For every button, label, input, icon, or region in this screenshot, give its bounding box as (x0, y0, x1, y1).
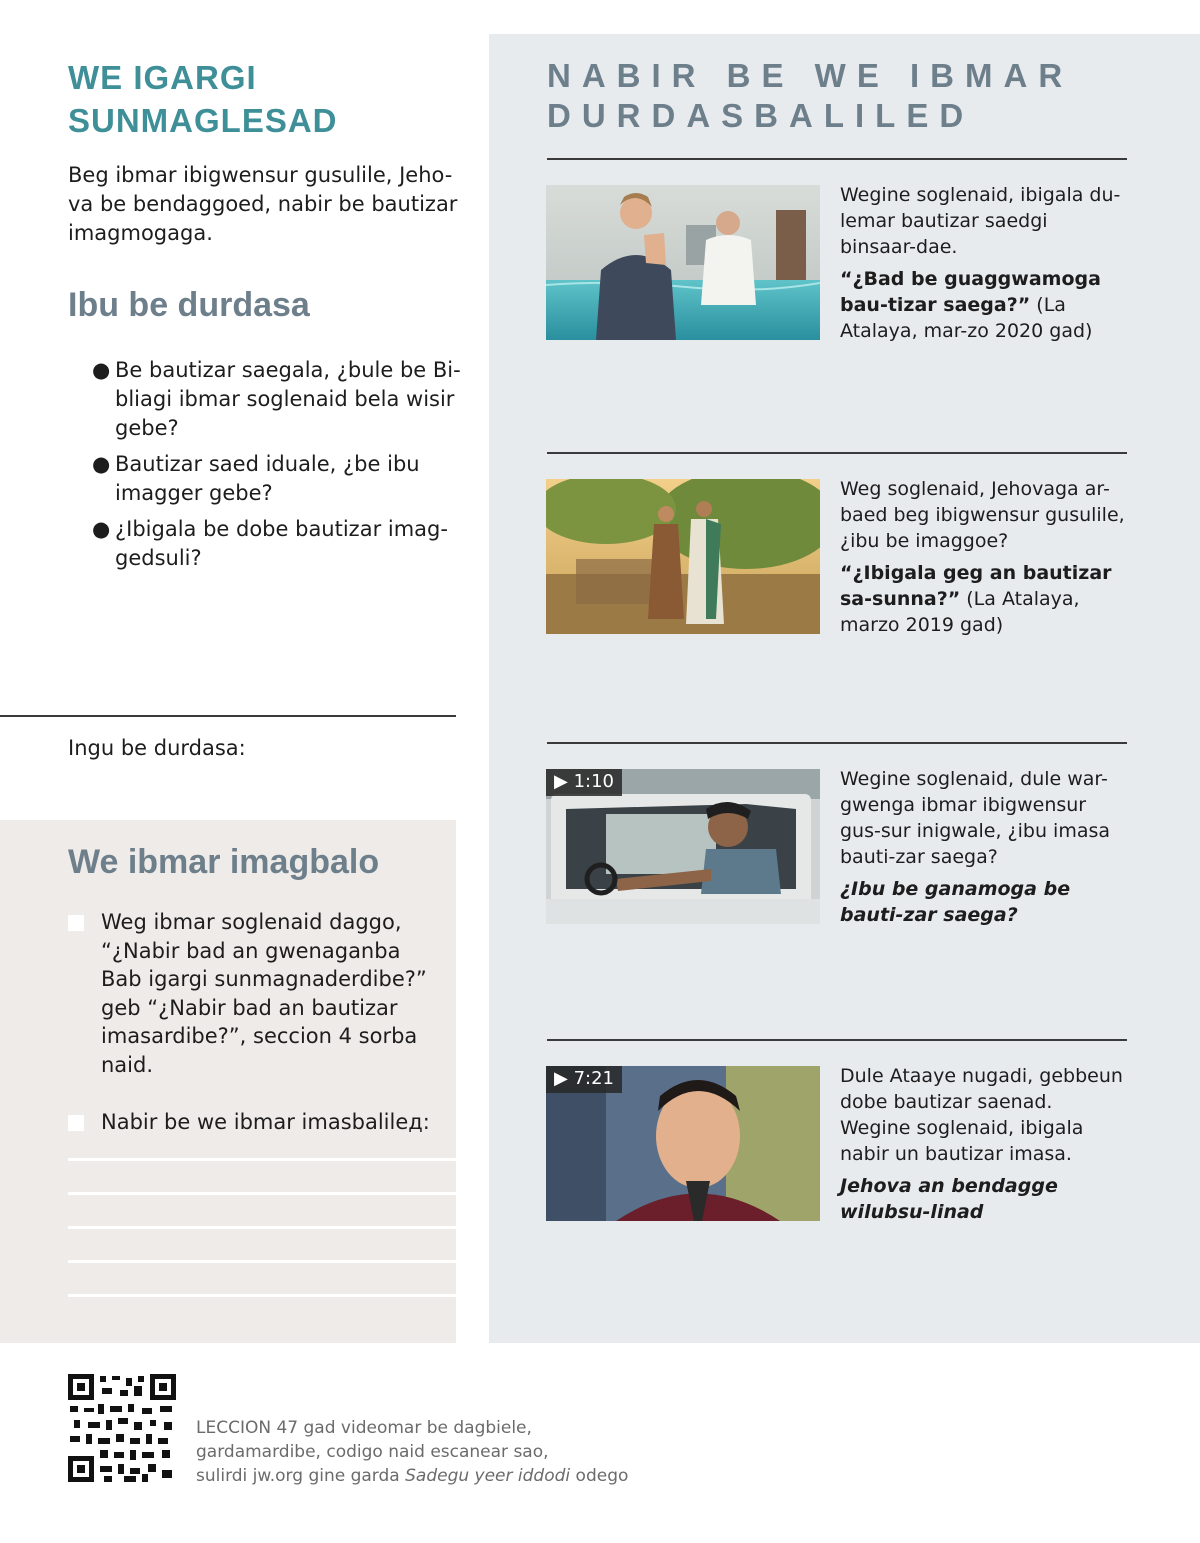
video-thumbnail-car[interactable] (546, 769, 820, 924)
review-questions (92, 356, 462, 580)
divider (547, 1039, 1127, 1041)
painting-illustration (546, 479, 820, 634)
video-duration: ▶ 7:21 (546, 1066, 622, 1093)
article-image-baptism[interactable] (546, 185, 820, 340)
video-duration: ▶ 1:10 (546, 769, 622, 796)
page-title-line1: WE IGARGI (68, 59, 257, 96)
divider (547, 742, 1127, 744)
writing-line[interactable] (68, 1260, 456, 1263)
page-title-line2: SUNMAGLESAD (68, 102, 338, 139)
video-card-1 (840, 766, 1125, 934)
article-card-2 (840, 476, 1125, 644)
writing-line[interactable] (68, 1158, 456, 1161)
divider (547, 452, 1127, 454)
card-description: Weg soglenaid, Jehovaga ar-baed beg ibigwensur gusulile, ¿ibu be imaggoe? (840, 478, 1125, 552)
video-card-2 (840, 1063, 1125, 1231)
writing-line[interactable] (68, 1294, 456, 1297)
task-heading: We ibmar imagbalo (68, 843, 380, 881)
divider (547, 158, 1127, 160)
task-item[interactable]: Nabir be we ibmar imasbalilед: (68, 1108, 438, 1137)
writing-line[interactable] (68, 1192, 456, 1195)
card-description: Dule Ataaye nugadi, gebbeun dobe bautizar saenad. Wegine soglenaid, ibigala nabir un bautizar imasa. (840, 1065, 1123, 1165)
review-heading: Ibu be durdasa (68, 286, 310, 324)
video-thumbnail-man[interactable] (546, 1066, 820, 1221)
card-description: Wegine soglenaid, ibigala du-lemar bautizar saedgi binsaar-dae. (840, 184, 1121, 258)
bullet-icon: ● (92, 358, 111, 382)
writing-line[interactable] (68, 1226, 456, 1229)
review-question: ● ¿Ibigala be dobe bautizar imag-gedsuli? (92, 517, 448, 570)
checkbox[interactable] (68, 1115, 84, 1131)
divider (0, 715, 456, 717)
article-card-1 (840, 182, 1125, 350)
checkbox[interactable] (68, 915, 84, 931)
task-item[interactable]: Weg ibmar soglenaid daggo, “¿Nabir bad an gwenaganba Bab igargi sunmagnaderdibe?” geb “¿Nabir bad an bautizar imasardibe?”, seccion 4 sorba naid. (68, 908, 438, 1079)
card-reference[interactable]: ¿Ibu be ganamoga be bauti-zar saega? (840, 878, 1071, 926)
article-image-painting[interactable] (546, 479, 820, 634)
right-title-line2: DURDASBALILED (547, 97, 975, 134)
bullet-icon: ● (92, 452, 111, 476)
other-question-label: Ingu be durdasa: (68, 736, 246, 760)
card-description: Wegine soglenaid, dule war-gwenga ibmar ibigwensur gus-sur inigwale, ¿ibu imasa bauti-zar saega? (840, 768, 1111, 868)
right-title (547, 56, 1167, 136)
footer-note: LECCION 47 gad videomar be dagbiele, gardamardibe, codigo naid escanear sao, sulirdi jw.org gine garda Sadegu yeer iddodi odego (196, 1418, 629, 1486)
bullet-icon: ● (92, 517, 111, 541)
task-checklist (68, 908, 438, 1166)
review-question: ● Be bautizar saegala, ¿bule be Bi-bliagi ibmar soglenaid bela wisir gebe? (92, 358, 461, 440)
card-reference[interactable]: “¿Bad be guaggwamoga bau-tizar saega?” (La Atalaya, mar-zo 2020 gad) (840, 268, 1101, 342)
card-reference[interactable]: “¿Ibigala geg an bautizar sa-sunna?” (La Atalaya, marzo 2019 gad) (840, 562, 1112, 636)
right-title-line1: NABIR BE WE IBMAR (547, 57, 1074, 94)
review-question: ● Bautizar saed iduale, ¿be ibu imagger gebe? (92, 452, 420, 505)
page-title (68, 56, 448, 142)
card-reference[interactable]: Jehova an bendagge wilubsu-linad (840, 1175, 1058, 1223)
intro-text: Beg ibmar ibigwensur gusulile, Jeho-va be bendaggoed, nabir be bautizar imagmogaga. (68, 163, 458, 245)
baptism-photo (546, 185, 820, 340)
qr-code-icon[interactable] (68, 1374, 176, 1482)
